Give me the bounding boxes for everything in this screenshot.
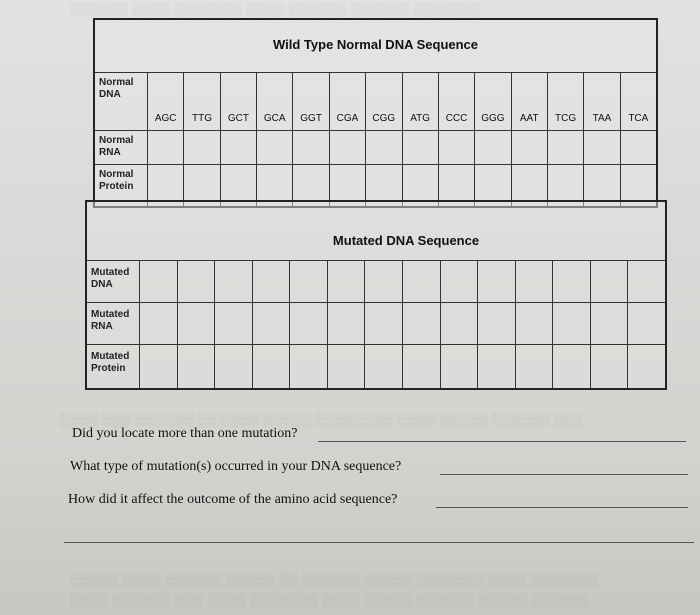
mutated-protein-input-cell[interactable] <box>552 344 590 388</box>
row-label-normal-rna: Normal RNA <box>95 130 147 164</box>
answer-line-1[interactable] <box>318 441 686 442</box>
mutated-dna-input-cell[interactable] <box>402 260 440 302</box>
mutated-dna-input-cell[interactable] <box>477 260 515 302</box>
bleed-through-texture: ▒▒▒▒ ▒▒▒▒▒▒ ▒▒▒ ▒▒▒▒ ▒▒▒▒▒▒▒ ▒▒▒▒ ▒▒▒▒▒ ▒▒▒▒▒▒ ▒▒▒▒▒ ▒▒▒▒▒▒ <box>70 592 590 607</box>
codon-cell: GCT <box>220 72 256 130</box>
mutated-rna-input-cell[interactable] <box>590 302 628 344</box>
row-label-mutated-rna: Mutated RNA <box>87 302 139 344</box>
question-mutation-type: What type of mutation(s) occurred in your DNA sequence? <box>70 459 402 474</box>
rna-input-cell[interactable] <box>365 130 401 164</box>
mutated-rna-input-cell[interactable] <box>177 302 215 344</box>
mutated-rna-input-cell[interactable] <box>515 302 553 344</box>
mutated-dna-input-cell[interactable] <box>440 260 478 302</box>
mutated-protein-input-cell[interactable] <box>515 344 553 388</box>
answer-line-3[interactable] <box>436 507 688 508</box>
row-label-normal-dna: Normal DNA <box>95 72 147 130</box>
rna-input-cell[interactable] <box>220 130 256 164</box>
mutated-rna-input-cell[interactable] <box>139 302 177 344</box>
mutated-rna-input-cell[interactable] <box>214 302 252 344</box>
answer-line-4[interactable] <box>64 542 694 543</box>
mutated-protein-input-cell[interactable] <box>477 344 515 388</box>
mutated-protein-input-cell[interactable] <box>139 344 177 388</box>
codon-cell: GGT <box>292 72 328 130</box>
mutated-dna-input-cell[interactable] <box>627 260 665 302</box>
rna-input-cell[interactable] <box>292 130 328 164</box>
rna-input-cell[interactable] <box>329 130 365 164</box>
mutated-dna-input-cell[interactable] <box>590 260 628 302</box>
mutated-dna-input-cell[interactable] <box>289 260 327 302</box>
rna-input-cell[interactable] <box>583 130 619 164</box>
normal-dna-table <box>93 18 658 208</box>
mutated-protein-input-cell[interactable] <box>627 344 665 388</box>
mutated-protein-input-cell[interactable] <box>177 344 215 388</box>
mutated-protein-input-cell[interactable] <box>214 344 252 388</box>
mutated-dna-input-cell[interactable] <box>552 260 590 302</box>
mutated-protein-input-cell[interactable] <box>327 344 365 388</box>
mutated-protein-input-cell[interactable] <box>364 344 402 388</box>
rna-input-cell[interactable] <box>183 130 219 164</box>
mutated-rna-input-cell[interactable] <box>289 302 327 344</box>
bleed-through-texture: ▒▒▒▒ ▒▒▒ ▒▒▒▒▒▒ ▒▒ ▒▒▒▒ ▒▒▒▒▒ ▒▒▒▒▒▒▒▒ ▒▒▒▒ ▒▒▒▒▒ ▒▒▒▒▒▒ ▒▒▒ <box>60 412 584 427</box>
normal-grid <box>95 72 656 206</box>
row-label-mutated-protein: Mutated Protein <box>87 344 139 388</box>
codon-cell: AGC <box>147 72 183 130</box>
codon-cell: CGG <box>365 72 401 130</box>
codon-cell: GGG <box>474 72 510 130</box>
mutated-dna-input-cell[interactable] <box>327 260 365 302</box>
bleed-through-texture: ▒▒▒▒▒ ▒▒▒▒ ▒▒▒▒▒▒ ▒▒▒▒▒ ▒▒ ▒▒▒▒▒▒ ▒▒▒▒▒ ▒▒▒▒▒▒▒ ▒▒▒▒ ▒▒▒▒▒▒▒ <box>70 572 599 587</box>
mutated-protein-input-cell[interactable] <box>590 344 628 388</box>
rna-input-cell[interactable] <box>147 130 183 164</box>
mutated-rna-input-cell[interactable] <box>327 302 365 344</box>
mutated-grid <box>87 260 665 388</box>
mutated-table-title: Mutated DNA Sequence <box>332 233 480 248</box>
codon-cell: TCG <box>547 72 583 130</box>
mutated-protein-input-cell[interactable] <box>402 344 440 388</box>
mutated-dna-input-cell[interactable] <box>515 260 553 302</box>
codon-cell: TAA <box>583 72 619 130</box>
mutated-rna-input-cell[interactable] <box>477 302 515 344</box>
mutated-protein-input-cell[interactable] <box>440 344 478 388</box>
codon-cell: ATG <box>402 72 438 130</box>
answer-line-2[interactable] <box>440 474 688 475</box>
codon-cell: AAT <box>511 72 547 130</box>
rna-input-cell[interactable] <box>620 130 656 164</box>
mutated-rna-input-cell[interactable] <box>364 302 402 344</box>
rna-input-cell[interactable] <box>547 130 583 164</box>
mutated-rna-input-cell[interactable] <box>552 302 590 344</box>
row-label-mutated-dna: Mutated DNA <box>87 260 139 302</box>
mutated-dna-input-cell[interactable] <box>364 260 402 302</box>
mutated-rna-input-cell[interactable] <box>402 302 440 344</box>
rna-input-cell[interactable] <box>511 130 547 164</box>
mutated-protein-input-cell[interactable] <box>252 344 290 388</box>
mutated-rna-input-cell[interactable] <box>252 302 290 344</box>
mutated-rna-input-cell[interactable] <box>440 302 478 344</box>
rna-input-cell[interactable] <box>402 130 438 164</box>
mutated-dna-input-cell[interactable] <box>139 260 177 302</box>
row-label-normal-protein: Normal Protein <box>95 164 147 206</box>
mutated-dna-input-cell[interactable] <box>177 260 215 302</box>
question-multiple-mutations: Did you locate more than one mutation? <box>72 426 298 441</box>
codon-cell: TCA <box>620 72 656 130</box>
mutated-dna-input-cell[interactable] <box>214 260 252 302</box>
question-amino-acid-effect: How did it affect the outcome of the amino acid sequence? <box>68 492 398 507</box>
mutated-dna-table <box>85 200 667 390</box>
rna-input-cell[interactable] <box>438 130 474 164</box>
codon-cell: GCA <box>256 72 292 130</box>
mutated-dna-input-cell[interactable] <box>252 260 290 302</box>
mutated-protein-input-cell[interactable] <box>289 344 327 388</box>
codon-cell: CCC <box>438 72 474 130</box>
rna-input-cell[interactable] <box>256 130 292 164</box>
mutated-rna-input-cell[interactable] <box>627 302 665 344</box>
codon-cell: TTG <box>183 72 219 130</box>
codon-cell: CGA <box>329 72 365 130</box>
rna-input-cell[interactable] <box>474 130 510 164</box>
bleed-through-texture: ▒▒▒▒▒▒ ▒▒▒▒ ▒▒▒▒▒▒▒ ▒▒▒▒ ▒▒▒▒▒▒ ▒▒▒▒▒▒ ▒▒▒▒▒▒▒ <box>70 2 481 17</box>
normal-table-title: Wild Type Normal DNA Sequence <box>272 37 479 52</box>
